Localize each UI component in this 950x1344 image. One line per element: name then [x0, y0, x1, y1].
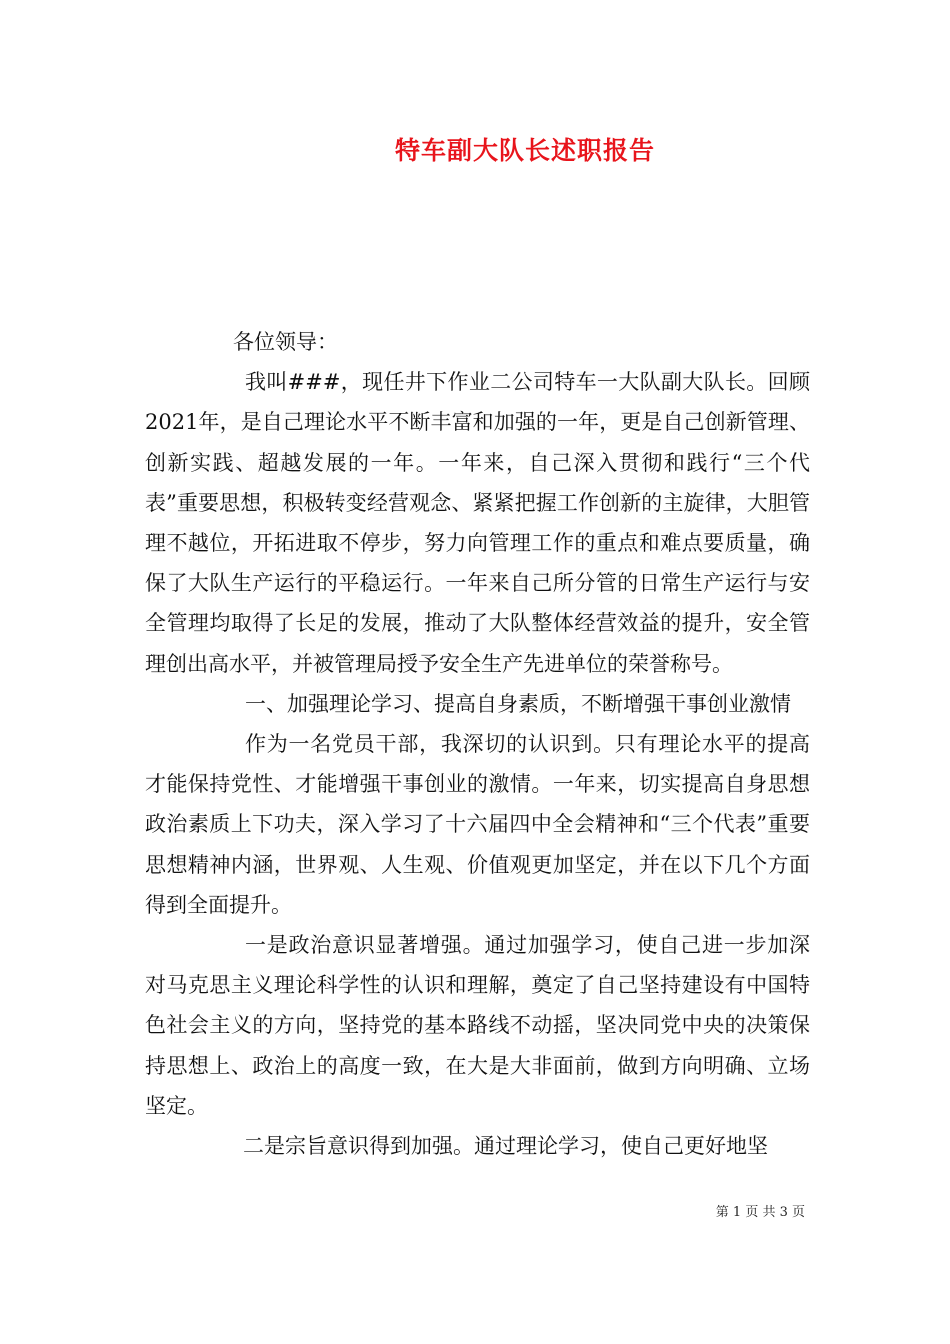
section-heading-1: 一、加强理论学习、提高自身素质，不断增强干事创业激情 — [245, 691, 791, 716]
document-body — [145, 322, 810, 1166]
paragraph-intro: 我叫###，现任井下作业二公司特车一大队副大队长。回顾2021年，是自己理论水平不断丰富和加强的一年，更是自己创新管理、创新实践、超越发展的一年。一年来，自己深入贯彻和践行“三个代表”重要思想，积极转变经营观念、紧紧把握工作创新的主旋律，大胆管理不越位，开拓进取不停步，努力向管理工作的重点和难点要质量，确保了大队生产运行的平稳运行。一年来自己所分管的日常生产运行与安全管理均取得了长足的发展，推动了大队整体经营效益的提升，安全管理创出高水平，并被管理局授予安全生产先进单位的荣誉称号。 — [145, 370, 810, 676]
document-title: 特车副大队长述职报告 — [394, 136, 655, 165]
page-number-footer: 第 1 页 共 3 页 — [715, 1205, 805, 1220]
paragraph-theory-study: 作为一名党员干部，我深切的认识到。只有理论水平的提高才能保持党性、才能增强干事创业的激情。一年来，切实提高自身思想政治素质上下功夫，深入学习了十六届四中全会精神和“三个代表”重要思想精神内涵，世界观、人生观、价值观更加坚定，并在以下几个方面得到全面提升。 — [145, 732, 810, 917]
paragraph-political-awareness: 一是政治意识显著增强。通过加强学习，使自己进一步加深对马克思主义理论科学性的认识和理解，奠定了自己坚持建设有中国特色社会主义的方向，坚持党的基本路线不动摇，坚决同党中央的决策保持思想上、政治上的高度一致，在大是大非面前，做到方向明确、立场坚定。 — [145, 933, 810, 1118]
paragraph-purpose-awareness: 二是宗旨意识得到加强。通过理论学习，使自己更好地坚 — [243, 1134, 768, 1159]
salutation: 各位领导： — [233, 330, 338, 354]
